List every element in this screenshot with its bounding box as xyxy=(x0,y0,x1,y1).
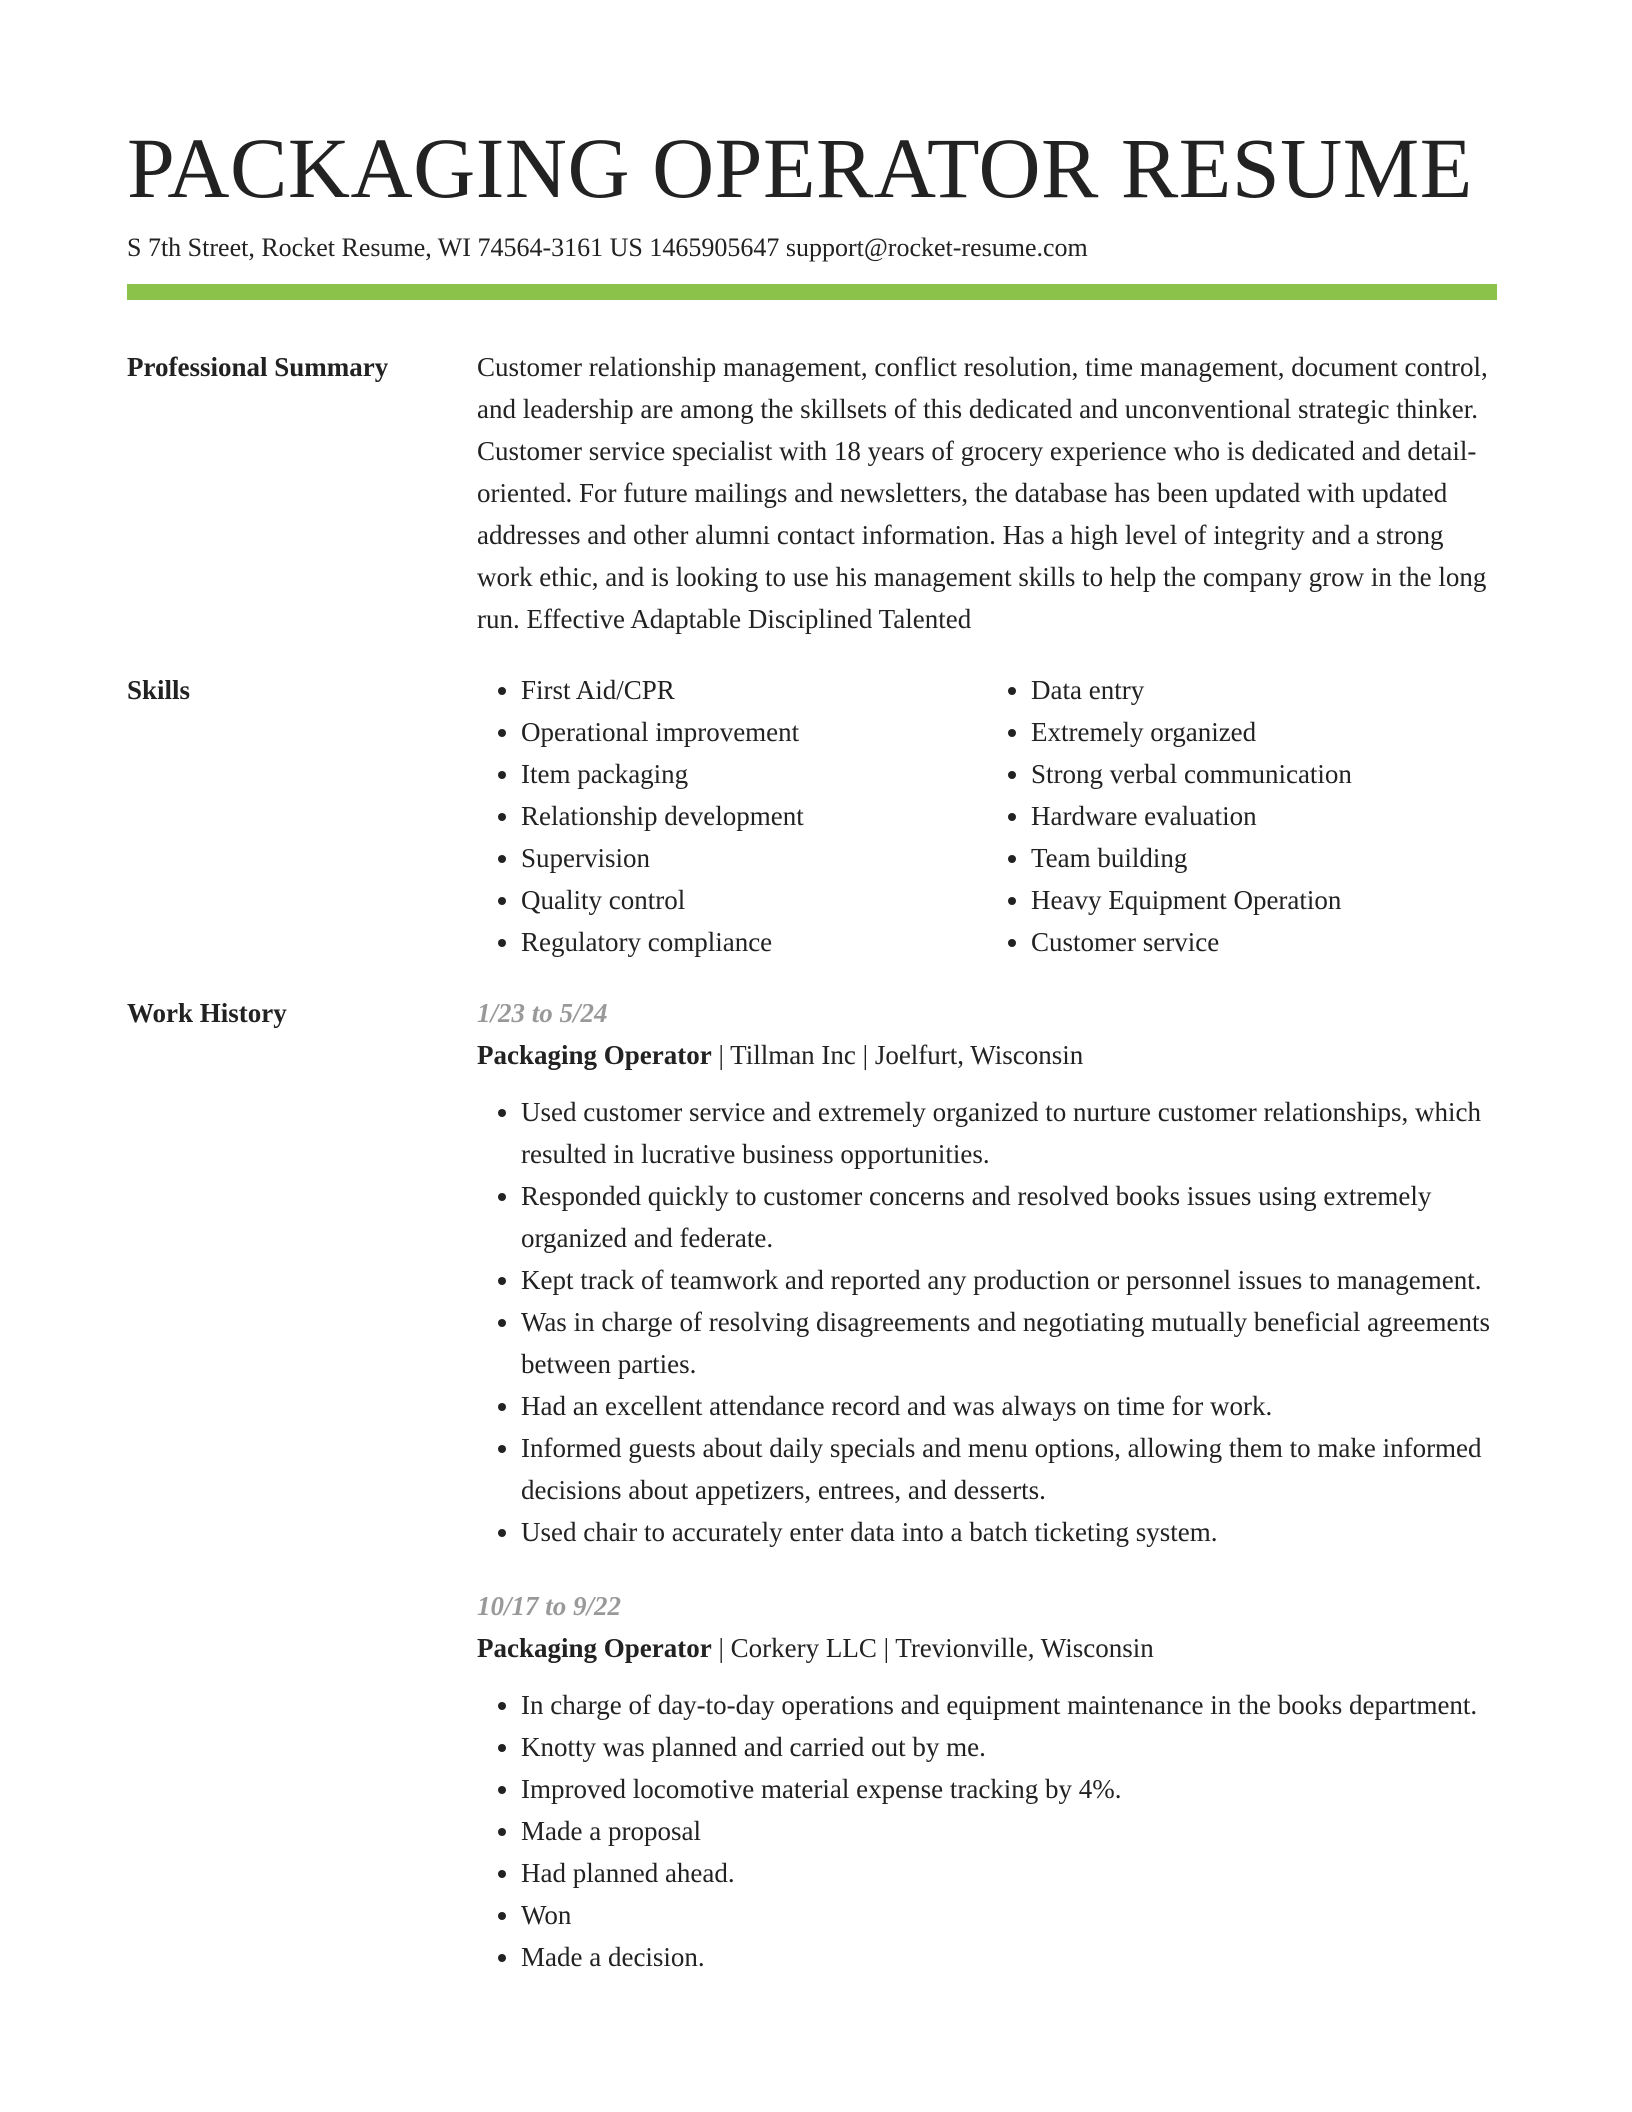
skills-label: Skills xyxy=(127,675,191,705)
summary-text: Customer relationship management, conflict resolution, time management, document control, and leadership are among the skillsets of this dedicated and unconventional strategic thinker. Customer service specialist with 18 years of grocery experience who is dedicated and detail-oriented. For future mailings and newsletters, the database has been updated with updated addresses and other alumni contact information. Has a high level of integrity and a strong work ethic, and is looking to use his management skills to help the company grow in the long run. Effective Adaptable Disciplined Talented xyxy=(477,352,1488,634)
job-bullet: • In charge of day-to-day operations and equipment maintenance in the books department. xyxy=(521,1684,1497,1726)
contact-info: S 7th Street, Rocket Resume, WI 74564-3161 US 1465905647 support@rocket-resume.com xyxy=(127,233,1088,262)
skill-item: • First Aid/CPR xyxy=(521,669,987,711)
skill-item: • Data entry xyxy=(1031,669,1497,711)
job-heading xyxy=(477,1034,1497,1076)
job-bullet: • Made a proposal xyxy=(521,1810,1497,1852)
skill-item: • Relationship development xyxy=(521,795,987,837)
skill-item: • Operational improvement xyxy=(521,711,987,753)
skills-body xyxy=(477,669,1497,963)
skills-list-column-1 xyxy=(477,669,987,963)
skill-item: • Supervision xyxy=(521,837,987,879)
header-divider xyxy=(127,284,1497,300)
job-entry xyxy=(477,1585,1497,1978)
skill-item: • Item packaging xyxy=(521,753,987,795)
skill-item: • Heavy Equipment Operation xyxy=(1031,879,1497,921)
job-bullet: • Had an excellent attendance record and was always on time for work. xyxy=(521,1385,1497,1427)
skills-columns xyxy=(477,669,1497,963)
skill-item: • Strong verbal communication xyxy=(1031,753,1497,795)
summary-body xyxy=(477,346,1497,640)
job-heading xyxy=(477,1627,1497,1669)
job-title: Packaging Operator xyxy=(477,1633,712,1663)
skill-item: • Hardware evaluation xyxy=(1031,795,1497,837)
job-bullet-list xyxy=(477,1684,1497,1978)
job-bullet: • Made a decision. xyxy=(521,1936,1497,1978)
job-title: Packaging Operator xyxy=(477,1040,712,1070)
page-title: PACKAGING OPERATOR RESUME xyxy=(127,120,1473,216)
job-entry xyxy=(477,992,1497,1553)
skill-item: • Regulatory compliance xyxy=(521,921,987,963)
job-bullet: • Improved locomotive material expense tracking by 4%. xyxy=(521,1768,1497,1810)
job-bullet: • Kept track of teamwork and reported any production or personnel issues to management. xyxy=(521,1259,1497,1301)
job-bullet: • Responded quickly to customer concerns and resolved books issues using extremely organized and federate. xyxy=(521,1175,1497,1259)
skill-item: • Customer service xyxy=(1031,921,1497,963)
skill-item: • Team building xyxy=(1031,837,1497,879)
job-bullet-list xyxy=(477,1091,1497,1553)
job-bullet: • Informed guests about daily specials and menu options, allowing them to make informed decisions about appetizers, entrees, and desserts. xyxy=(521,1427,1497,1511)
job-bullet: • Used chair to accurately enter data into a batch ticketing system. xyxy=(521,1511,1497,1553)
job-details: | Corkery LLC | Trevionville, Wisconsin xyxy=(711,1633,1154,1663)
job-details: | Tillman Inc | Joelfurt, Wisconsin xyxy=(711,1040,1084,1070)
job-dates: 1/23 to 5/24 xyxy=(477,998,608,1028)
skill-item: • Quality control xyxy=(521,879,987,921)
job-bullet: • Won xyxy=(521,1894,1497,1936)
job-bullet: • Used customer service and extremely organized to nurture customer relationships, which resulted in lucrative business opportunities. xyxy=(521,1091,1497,1175)
job-bullet: • Had planned ahead. xyxy=(521,1852,1497,1894)
work-history-label: Work History xyxy=(127,998,287,1028)
job-dates: 10/17 to 9/22 xyxy=(477,1591,622,1621)
job-bullet: • Was in charge of resolving disagreements and negotiating mutually beneficial agreements between parties. xyxy=(521,1301,1497,1385)
summary-label: Professional Summary xyxy=(127,352,389,382)
skills-list-column-2 xyxy=(987,669,1497,963)
job-bullet: • Knotty was planned and carried out by me. xyxy=(521,1726,1497,1768)
work-history-body xyxy=(477,992,1497,2010)
skill-item: • Extremely organized xyxy=(1031,711,1497,753)
